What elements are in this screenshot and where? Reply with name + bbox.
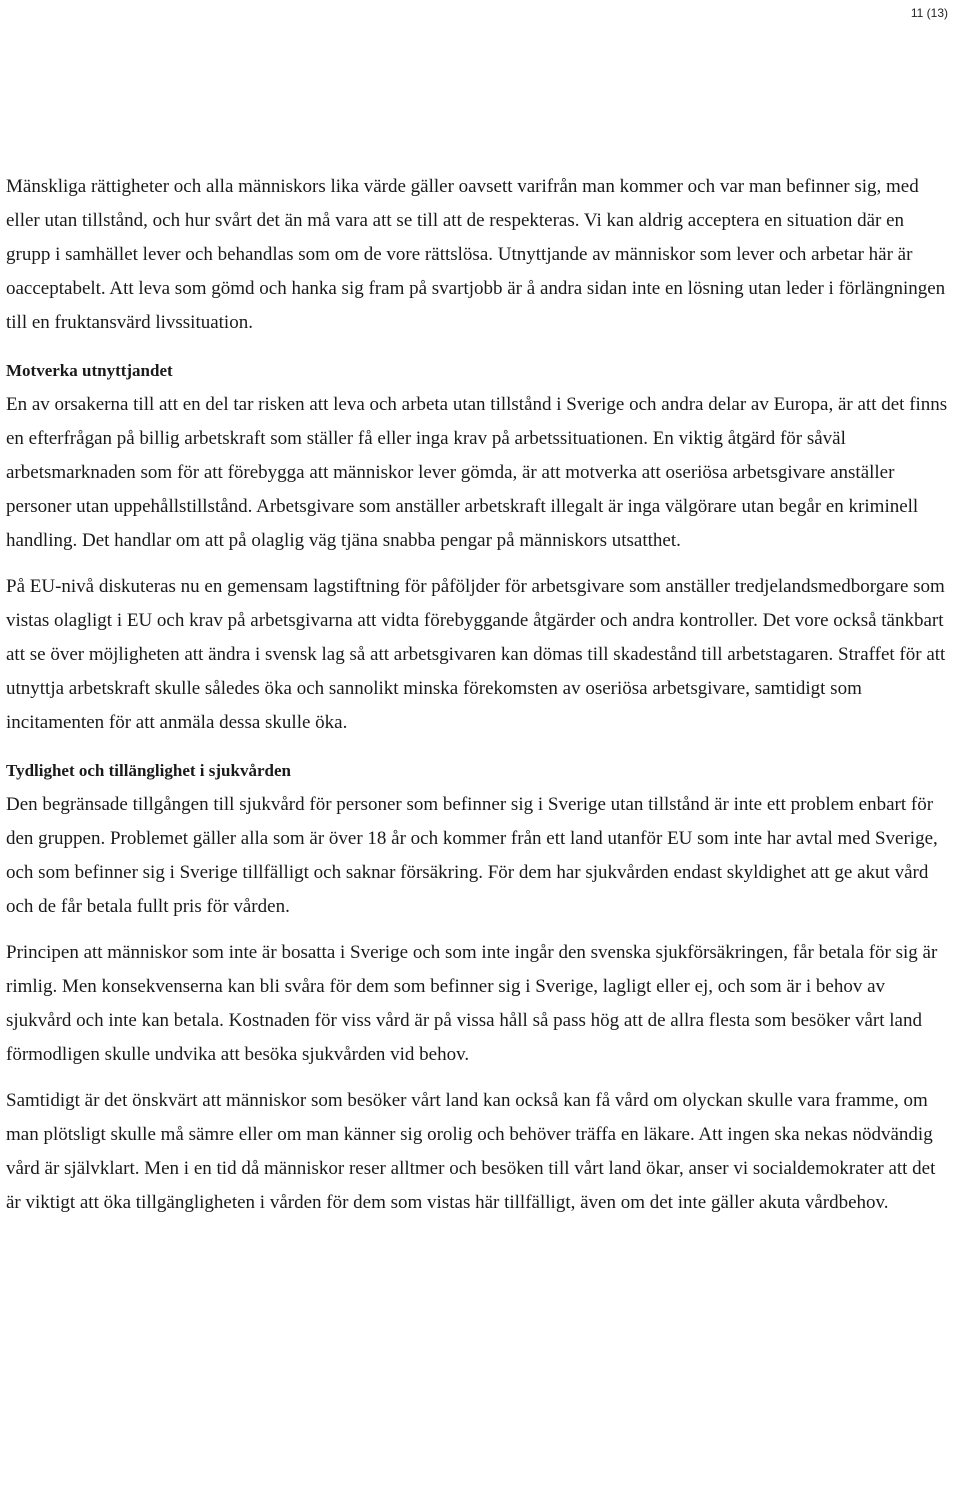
intro-paragraph: Mänskliga rättigheter och alla människors lika värde gäller oavsett varifrån man kommer och var man befinner sig, med eller utan tillstånd, och hur svårt det än må vara att se till att de respekteras. Vi kan aldrig acceptera en situation där en grupp i samhället lever och behandlas som om de vore rättslösa. Utnyttjande av människor som lever och arbetar här är oacceptabelt. Att leva som gömd och hanka sig fram på svartjobb är å andra sidan inte en lösning utan leder i förlängningen till en fruktansvärd livssituation. <box>6 176 946 333</box>
page-number: 11 (13) <box>910 6 948 20</box>
paragraph: Samtidigt är det önskvärt att människor som besöker vårt land kan också kan få vård om olyckan skulle vara framme, om man plötsligt skulle må sämre eller om man känner sig orolig och behöver träffa en läkare. Att ingen ska nekas nödvändig vård är självklart. Men i en tid då människor reser alltmer och besöken till vårt land ökar, anser vi socialdemokrater att det är viktigt att öka tillgängligheten i vården för dem som vistas här tillfälligt, även om det inte gäller akuta vårdbehov. <box>6 1090 936 1213</box>
paragraph: En av orsakerna till att en del tar risken att leva och arbeta utan tillstånd i Sverige och andra delar av Europa, är att det finns en efterfrågan på billig arbetskraft som ställer få eller inga krav på arbetssituationen. En viktig åtgärd för såväl arbetsmarknaden som för att förebygga att människor lever gömda, är att motverka att oseriösa arbetsgivare anställer personer utan uppehållstillstånd. Arbetsgivare som anställer arbetskraft illegalt är inga välgörare utan begår en kriminell handling. Det handlar om att på olaglig väg tjäna snabba pengar på människors utsatthet. <box>6 394 948 551</box>
paragraph: Principen att människor som inte är bosatta i Sverige och som inte ingår den svenska sjukförsäkringen, får betala för sig är rimlig. Men konsekvenserna kan bli svåra för dem som befinner sig i Sverige, lagligt eller ej, och som är i behov av sjukvård och inte kan betala. Kostnaden för viss vård är på vissa håll så pass hög att de allra flesta som besöker vårt land förmodligen skulle undvika att besöka sjukvården vid behov. <box>6 942 938 1065</box>
paragraph: På EU-nivå diskuteras nu en gemensam lagstiftning för påföljder för arbetsgivare som anställer tredjelandsmedborgare som vistas olagligt i EU och krav på arbetsgivarna att vidta förebyggande åtgärder och andra kontroller. Det vore också tänkbart att se över möjligheten att ändra i svensk lag så att arbetsgivaren kan dömas till skadestånd till arbetstagaren. Straffet för att utnyttja arbetskraft skulle således öka och sannolikt minska förekomsten av oseriösa arbetsgivare, samtidigt som incitamenten för att anmäla dessa skulle öka. <box>6 576 946 733</box>
section-heading-sjukvarden: Tydlighet och tillänglighet i sjukvården <box>6 761 291 780</box>
paragraph: Den begränsade tillgången till sjukvård för personer som befinner sig i Sverige utan tillstånd är inte ett problem enbart för den gruppen. Problemet gäller alla som är över 18 år och kommer från ett land utanför EU som inte har avtal med Sverige, och som befinner sig i Sverige tillfälligt och saknar försäkring. För dem har sjukvården endast skyldighet att ge akut vård och de får betala fullt pris för vården. <box>6 794 938 917</box>
section-heading-motverka: Motverka utnyttjandet <box>6 361 173 380</box>
document-body <box>6 170 950 1220</box>
